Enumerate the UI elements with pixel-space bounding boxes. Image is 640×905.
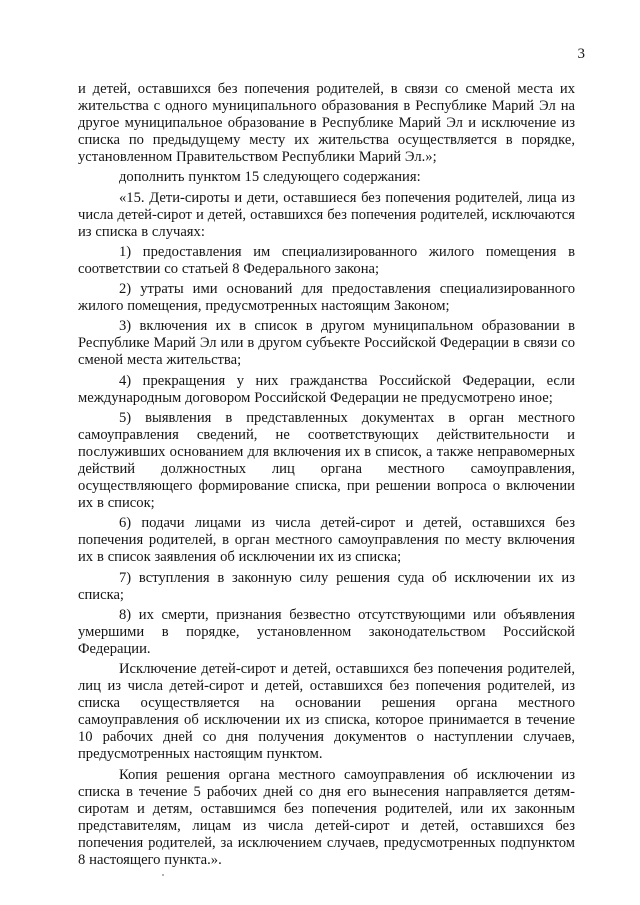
document-paragraph: 8) их смерти, признания безвестно отсутствующими или объявления умершими в порядке, установленном законодательством Российской Федерации.: [78, 606, 575, 657]
scan-speck: [162, 874, 164, 876]
document-paragraph: «15. Дети-сироты и дети, оставшиеся без попечения родителей, лица из числа детей-сирот и детей, оставшихся без попечения родителей, исключаются из списка в случаях:: [78, 189, 575, 240]
document-paragraph: 2) утраты ими оснований для предоставления специализированного жилого помещения, предусмотренных настоящим Законом;: [78, 281, 575, 315]
page-number: 3: [577, 46, 585, 62]
document-paragraph: 6) подачи лицами из числа детей-сирот и детей, оставшихся без попечения родителей, в орган местного самоуправления по месту включения их в список заявления об исключении их из списка;: [78, 515, 575, 566]
document-body: [78, 81, 575, 869]
document-paragraph: 4) прекращения у них гражданства Российской Федерации, если международным договором Российской Федерации не предусмотрено иное;: [78, 372, 575, 406]
document-paragraph: дополнить пунктом 15 следующего содержания:: [119, 169, 421, 186]
document-paragraph: 5) выявления в представленных документах в орган местного самоуправления сведений, не соответствующих действительности и послуживших основанием для включения их в список, а также неправомерных действий должностных лиц органа местного самоуправления, осуществляющего формирование списка, при решении вопроса о включении их в список;: [78, 409, 575, 512]
document-paragraph: Копия решения органа местного самоуправления об исключении из списка в течение 5 рабочих дней со дня его вынесения направляется детям-сиротам и детям, оставшимся без попечения родителей, или их законным представителям, лицам из числа детей-сирот и детей, оставшихся без попечения родителей, за исключением случаев, предусмотренных подпунктом 8 настоящего пункта.».: [78, 766, 575, 869]
document-paragraph: и детей, оставшихся без попечения родителей, в связи со сменой места их жительства с одного муниципального образования в Республике Марий Эл на другое муниципальное образование в Республике Марий Эл и исключение из списка по предыдущему месту их жительства осуществляется в порядке, установленном Правительством Республики Марий Эл.»;: [78, 81, 575, 166]
document-paragraph: 1) предоставления им специализированного жилого помещения в соответствии со статьей 8 Федерального закона;: [78, 243, 575, 277]
document-paragraph: Исключение детей-сирот и детей, оставшихся без попечения родителей, лиц из числа детей-сирот и детей, оставшихся без попечения родителей, из списка осуществляется на основании решения органа местного самоуправления об исключении их из списка, которое принимается в течение 10 рабочих дней со дня получения документов о наступлении случаев, предусмотренных настоящим пунктом.: [78, 661, 575, 763]
document-paragraph: 3) включения их в список в другом муниципальном образовании в Республике Марий Эл или в другом субъекте Российской Федерации в связи со сменой места жительства;: [78, 318, 575, 369]
document-paragraph: 7) вступления в законную силу решения суда об исключении их из списка;: [78, 569, 575, 603]
